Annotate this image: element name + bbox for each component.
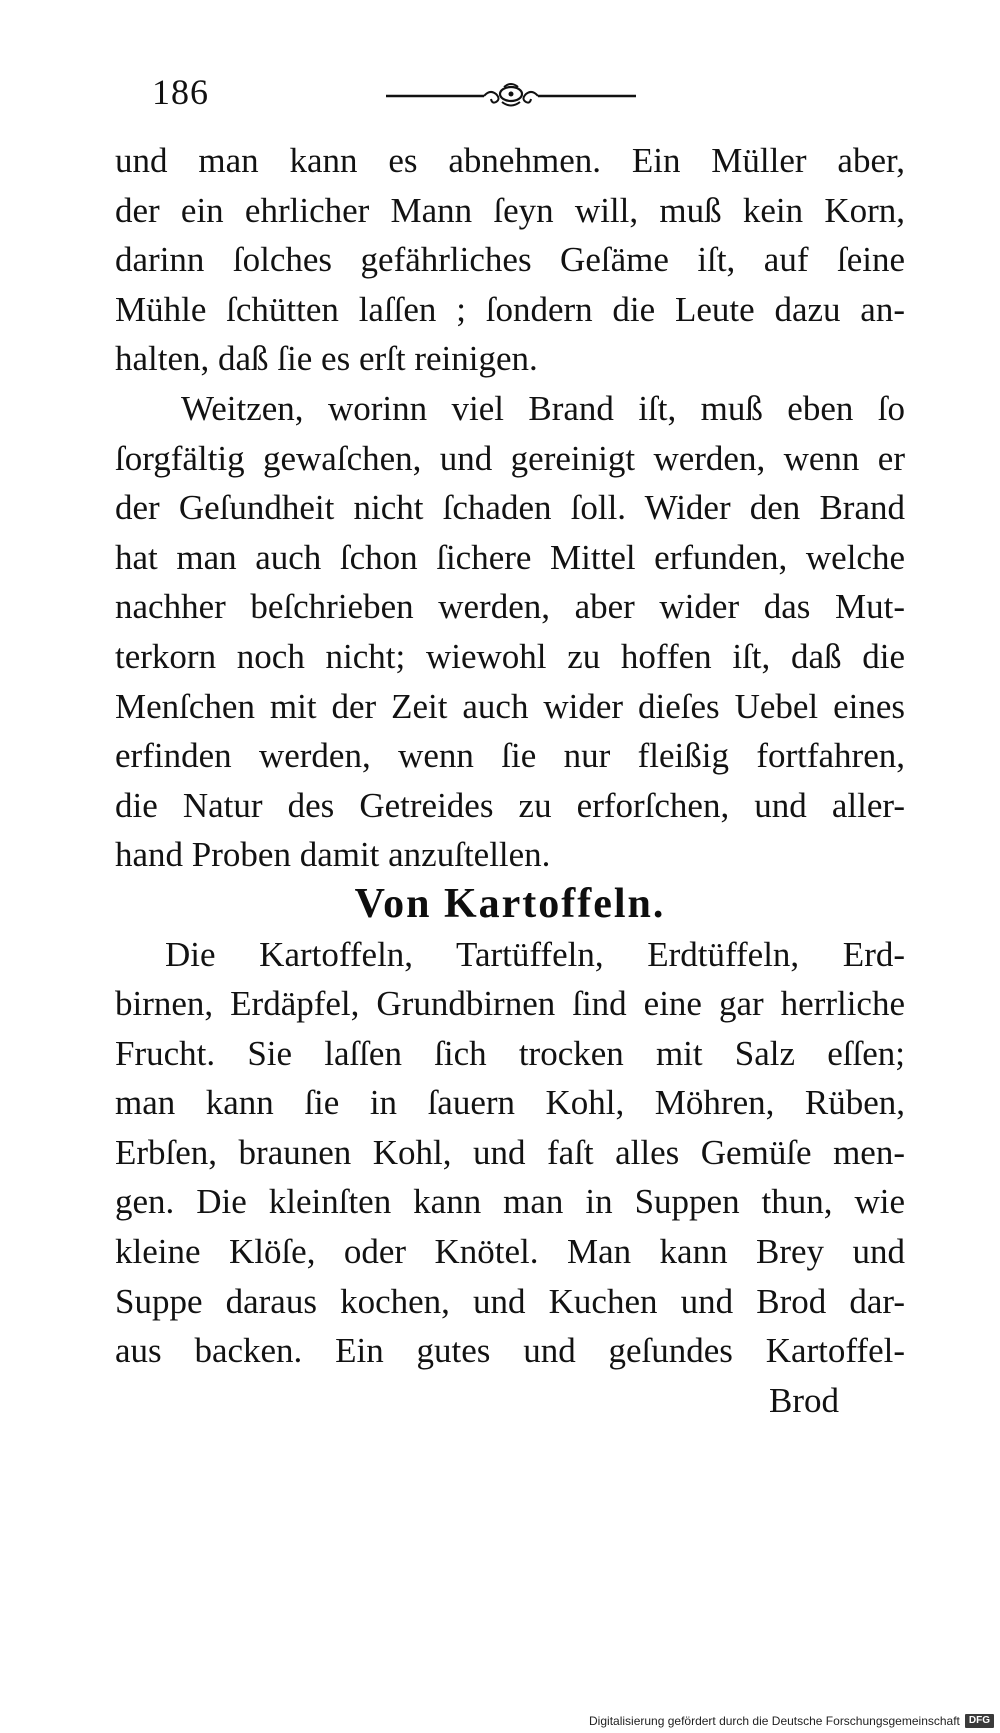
text-line: hand Proben damit anzuſtellen. bbox=[115, 835, 551, 875]
text-line: hat man auch ſchon ſichere Mittel erfunden, welche bbox=[115, 537, 905, 577]
text-line: halten, daß ſie es erſt reinigen. bbox=[115, 339, 538, 379]
page-number: 186 bbox=[152, 72, 209, 112]
footer-text: Digitalisierung gefördert durch die Deutsche Forschungsgemeinschaft bbox=[589, 1714, 960, 1728]
text-line: aus backen. Ein gutes und geſundes Kartoffel- bbox=[115, 1331, 905, 1371]
dfg-logo-icon: DFG bbox=[965, 1714, 994, 1728]
text-line: und man kann es abnehmen. Ein Müller aber, bbox=[115, 141, 905, 180]
catchword: Brod bbox=[769, 1380, 839, 1420]
flourish-rule-ornament-icon bbox=[386, 82, 636, 110]
text-line: Frucht. Sie laſſen ſich trocken mit Salz eſſen; bbox=[115, 1033, 905, 1073]
paragraph-first-line: Die Kartoffeln, Tartüffeln, Erdtüffeln, Erd- bbox=[165, 934, 905, 974]
text-line: terkorn noch nicht; wiewohl zu hoffen iſt, daß die bbox=[115, 636, 905, 676]
text-line: der Geſundheit nicht ſchaden ſoll. Wider den Brand bbox=[115, 488, 905, 528]
text-line: birnen, Erdäpfel, Grundbirnen ſind eine gar herrliche bbox=[115, 984, 905, 1024]
text-block bbox=[115, 136, 905, 1425]
section-heading: Von Kartoffeln. bbox=[354, 880, 666, 927]
text-line: Mühle ſchütten laſſen ; ſondern die Leute dazu an- bbox=[115, 289, 905, 329]
text-line: der ein ehrlicher Mann ſeyn will, muß kein Korn, bbox=[115, 190, 905, 230]
text-line: Menſchen mit der Zeit auch wider dieſes Uebel eines bbox=[115, 686, 905, 726]
text-line: gen. Die kleinſten kann man in Suppen thun, wie bbox=[115, 1182, 905, 1222]
text-line: man kann ſie in ſauern Kohl, Möhren, Rüben, bbox=[115, 1083, 905, 1123]
text-line: erfinden werden, wenn ſie nur fleißig fortfahren, bbox=[115, 736, 905, 776]
text-line: nachher beſchrieben werden, aber wider das Mut- bbox=[115, 587, 905, 627]
digitization-footer bbox=[589, 1714, 994, 1728]
text-line: darinn ſolches gefährliches Geſäme iſt, auf ſeine bbox=[115, 240, 905, 280]
paragraph-first-line: Weitzen, worinn viel Brand iſt, muß eben ſo bbox=[181, 388, 905, 428]
text-line: die Natur des Getreides zu erforſchen, und aller- bbox=[115, 785, 905, 825]
text-line: ſorgfältig gewaſchen, und gereinigt werden, wenn er bbox=[115, 438, 905, 478]
text-line: kleine Klöſe, oder Knötel. Man kann Brey und bbox=[115, 1232, 905, 1272]
text-line: Suppe daraus kochen, und Kuchen und Brod dar- bbox=[115, 1281, 905, 1321]
text-line: Erbſen, braunen Kohl, und faſt alles Gemüſe men- bbox=[115, 1132, 905, 1172]
